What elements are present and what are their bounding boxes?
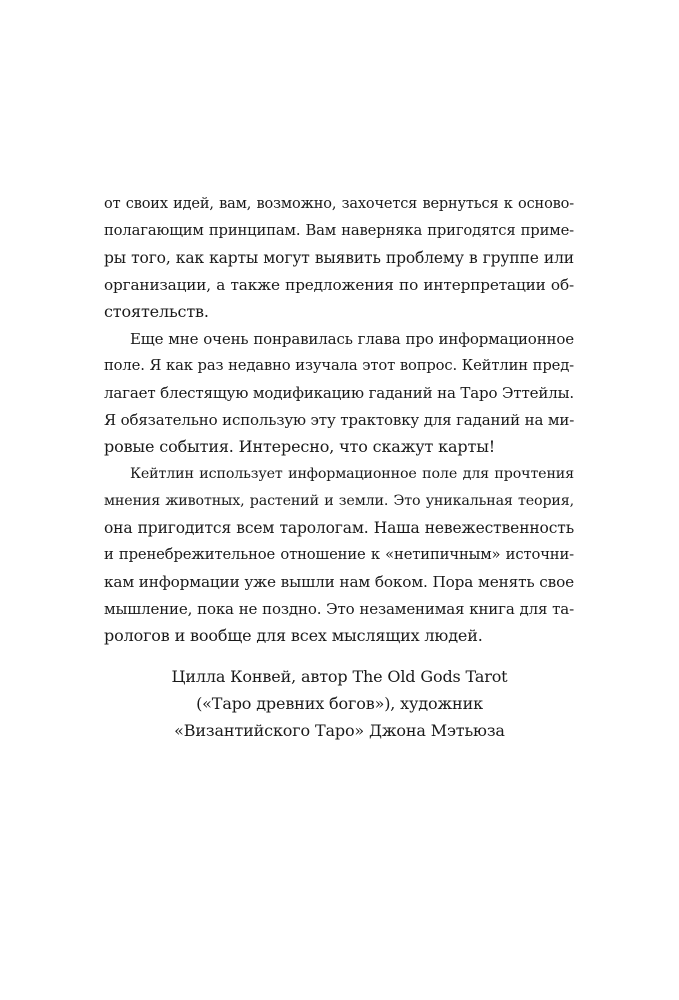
text-line: организации, а также предложения по интерпретации об- <box>104 276 574 294</box>
text-line: рологов и вообще для всех мыслящих людей. <box>104 626 483 645</box>
text-line: и пренебрежительное отношение к «нетипичным» источни- <box>104 546 574 563</box>
text-line: Кейтлин использует информационное поле для прочтения <box>130 466 574 482</box>
text-line: мнения животных, растений и земли. Это уникальная теория, <box>104 493 574 509</box>
text-line: поле. Я как раз недавно изучала этот вопрос. Кейтлин пред- <box>104 357 574 374</box>
text-line: мышление, пока не поздно. Это незаменимая книга для та- <box>104 600 574 618</box>
text-line: полагающим принципам. Вам наверняка пригодятся приме- <box>104 222 574 239</box>
text-line: Я обязательно использую эту трактовку для гаданий на ми- <box>104 411 575 429</box>
text-line: лагает блестящую модификацию гаданий на Таро Эттейлы. <box>104 384 574 402</box>
signature-line: «Византийского Таро» Джона Мэтьюза <box>174 721 505 740</box>
signature-line: Цилла Конвей, автор The Old Gods Tarot <box>171 667 508 686</box>
signature-line: («Таро древних богов»), художник <box>196 694 483 713</box>
text-line: ровые события. Интересно, что скажут карты! <box>104 437 496 456</box>
text-line: стоятельств. <box>104 302 209 321</box>
text-line: от своих идей, вам, возможно, захочется вернуться к осново- <box>104 196 574 212</box>
text-line: кам информации уже вышли нам боком. Пора менять свое <box>104 573 574 591</box>
text-line: ры того, как карты могут выявить проблему в группе или <box>104 249 574 267</box>
text-line: она пригодится всем тарологам. Наша невежественность <box>104 519 574 537</box>
text-line: Еще мне очень понравилась глава про информационное <box>130 330 574 348</box>
